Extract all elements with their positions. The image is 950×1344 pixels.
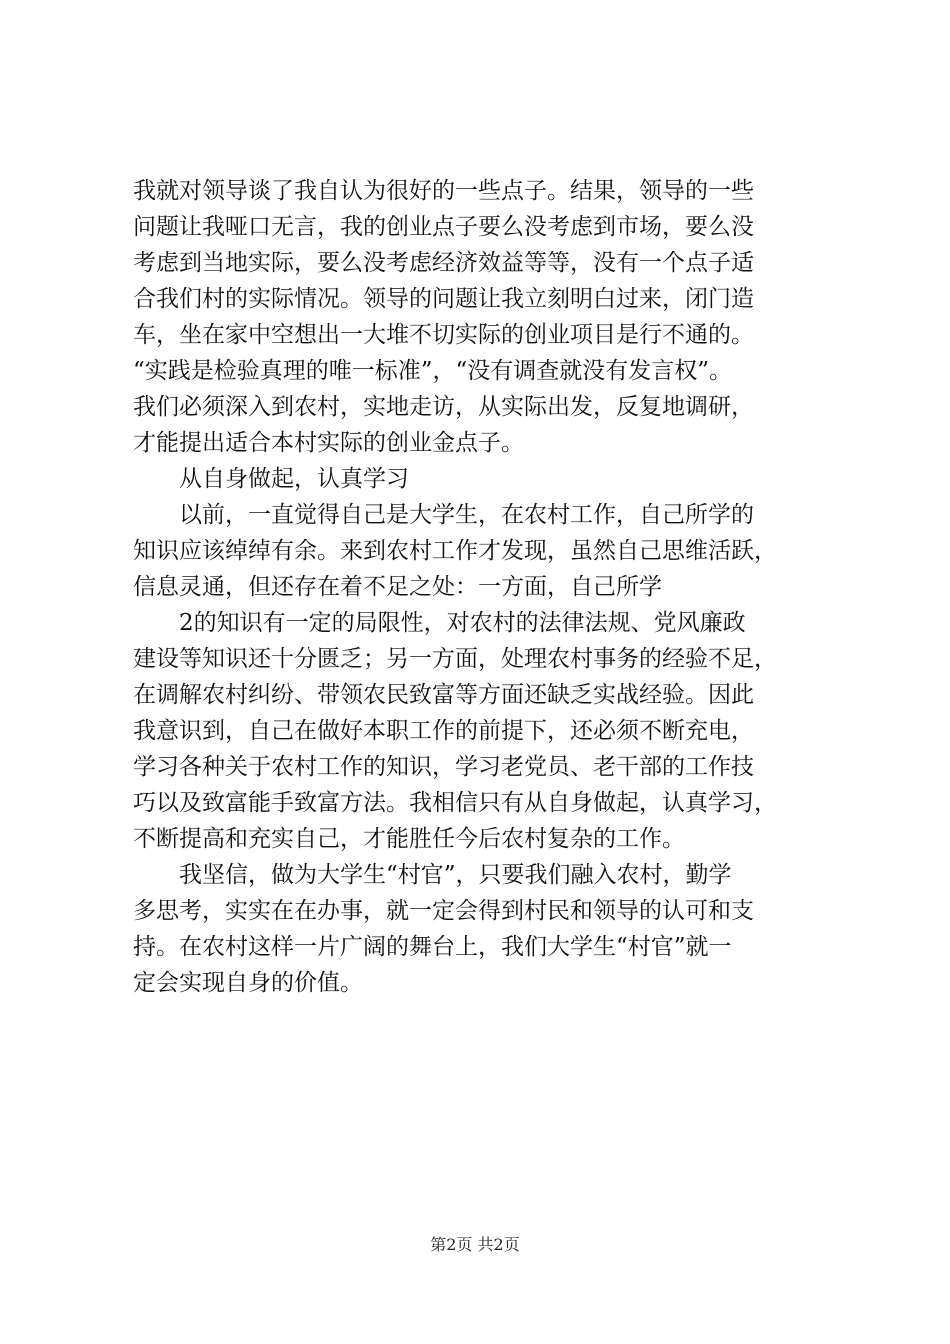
text-line: 考虑到当地实际，要么没考虑经济效益等等，没有一个点子适	[133, 250, 754, 276]
text-line: 2的知识有一定的局限性，对农村的法律法规、党风廉政	[179, 610, 746, 636]
text-line: 多思考，实实在在办事，就一定会得到村民和领导的认可和支	[133, 898, 754, 924]
section-heading: 从自身做起，认真学习	[179, 466, 409, 492]
text-line: “实践是检验真理的唯一标准”，“没有调查就没有发言权”。	[133, 358, 733, 384]
text-line: 我意识到，自己在做好本职工作的前提下，还必须不断充电，	[133, 718, 754, 744]
text-line: 问题让我哑口无言，我的创业点子要么没考虑到市场，要么没	[133, 214, 754, 240]
text-line: 持。在农村这样一片广阔的舞台上，我们大学生“村官”就一	[133, 934, 732, 960]
text-line: 巧以及致富能手致富方法。我相信只有从自身做起，认真学习，	[133, 790, 777, 816]
text-line: 不断提高和充实自己，才能胜任今后农村复杂的工作。	[133, 826, 685, 852]
text-line: 合我们村的实际情况。领导的问题让我立刻明白过来，闭门造	[133, 286, 754, 312]
page-footer	[0, 1235, 950, 1255]
text-line: 学习各种关于农村工作的知识，学习老党员、老干部的工作技	[133, 754, 754, 780]
text-line: 定会实现自身的价值。	[133, 970, 363, 996]
document-body	[133, 173, 833, 1001]
text-line: 才能提出适合本村实际的创业金点子。	[133, 430, 524, 456]
text-line: 在调解农村纠纷、带领农民致富等方面还缺乏实战经验。因此	[133, 682, 754, 708]
text-line: 建设等知识还十分匮乏；另一方面，处理农村事务的经验不足，	[133, 646, 777, 672]
page-number-label: 第2页 共2页	[430, 1235, 520, 1254]
text-line: 我们必须深入到农村，实地走访，从实际出发，反复地调研，	[133, 394, 754, 420]
text-line: 我就对领导谈了我自认为很好的一些点子。结果，领导的一些	[133, 178, 754, 204]
text-line: 车，坐在家中空想出一大堆不切实际的创业项目是行不通的。	[133, 322, 754, 348]
text-line: 我坚信，做为大学生“村官”，只要我们融入农村，勤学	[179, 862, 732, 888]
text-line: 知识应该绰绰有余。来到农村工作才发现，虽然自己思维活跃，	[133, 538, 777, 564]
text-line: 以前，一直觉得自己是大学生，在农村工作，自己所学的	[179, 502, 754, 528]
text-line: 信息灵通，但还存在着不足之处：一方面，自己所学	[133, 574, 662, 600]
